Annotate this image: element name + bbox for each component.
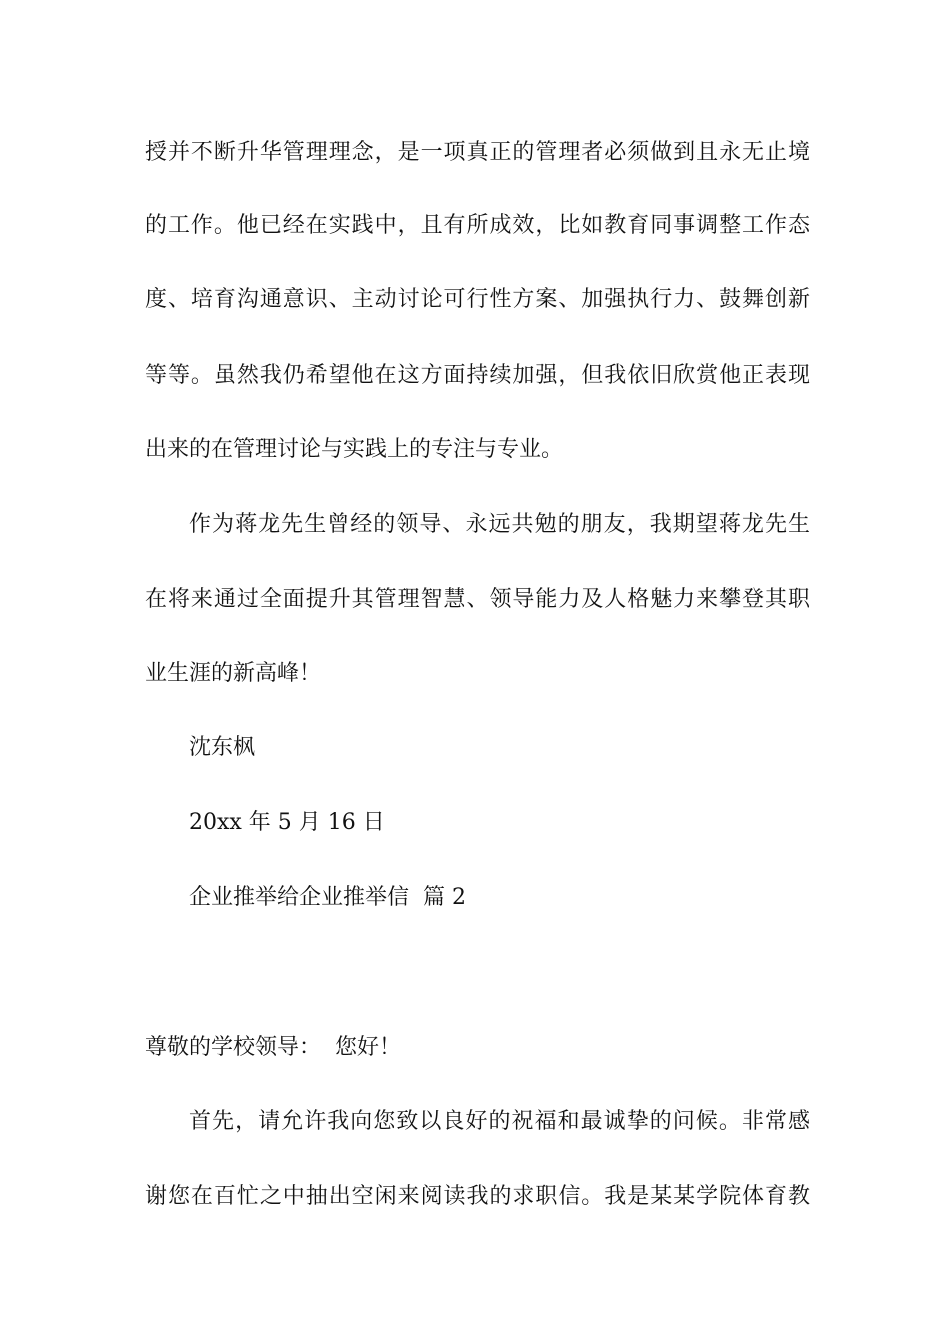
paragraph-1-line-2: 的工作。他已经在实践中，且有所成效，比如教育同事调整工作态	[145, 213, 810, 238]
paragraph-3-line-2: 谢您在百忙之中抽出空闲来阅读我的求职信。我是某某学院体育教	[145, 1184, 810, 1209]
paragraph-2-line-1: 作为蒋龙先生曾经的领导、永远共勉的朋友，我期望蒋龙先生	[189, 512, 810, 537]
date: 20xx 年 5 月 16 日	[189, 810, 385, 835]
paragraph-3-line-1: 首先，请允许我向您致以良好的祝福和最诚挚的问候。非常感	[189, 1109, 810, 1134]
paragraph-1-line-4: 等等。虽然我仍希望他在这方面持续加强，但我依旧欣赏他正表现	[145, 363, 810, 388]
paragraph-2-line-3: 业生涯的新高峰！	[145, 661, 322, 686]
paragraph-1-line-5: 出来的在管理讨论与实践上的专注与专业。	[145, 437, 564, 462]
section-title: 企业推举给企业推举信 篇 2	[189, 885, 466, 910]
salutation: 尊敬的学校领导： 您好！	[145, 1035, 401, 1060]
paragraph-1-line-1: 授并不断升华管理理念，是一项真正的管理者必须做到且永无止境	[145, 140, 810, 165]
paragraph-2-line-2: 在将来通过全面提升其管理智慧、领导能力及人格魅力来攀登其职	[145, 587, 810, 612]
signature: 沈东枫	[189, 735, 256, 760]
paragraph-1-line-3: 度、培育沟通意识、主动讨论可行性方案、加强执行力、鼓舞创新	[145, 287, 810, 312]
